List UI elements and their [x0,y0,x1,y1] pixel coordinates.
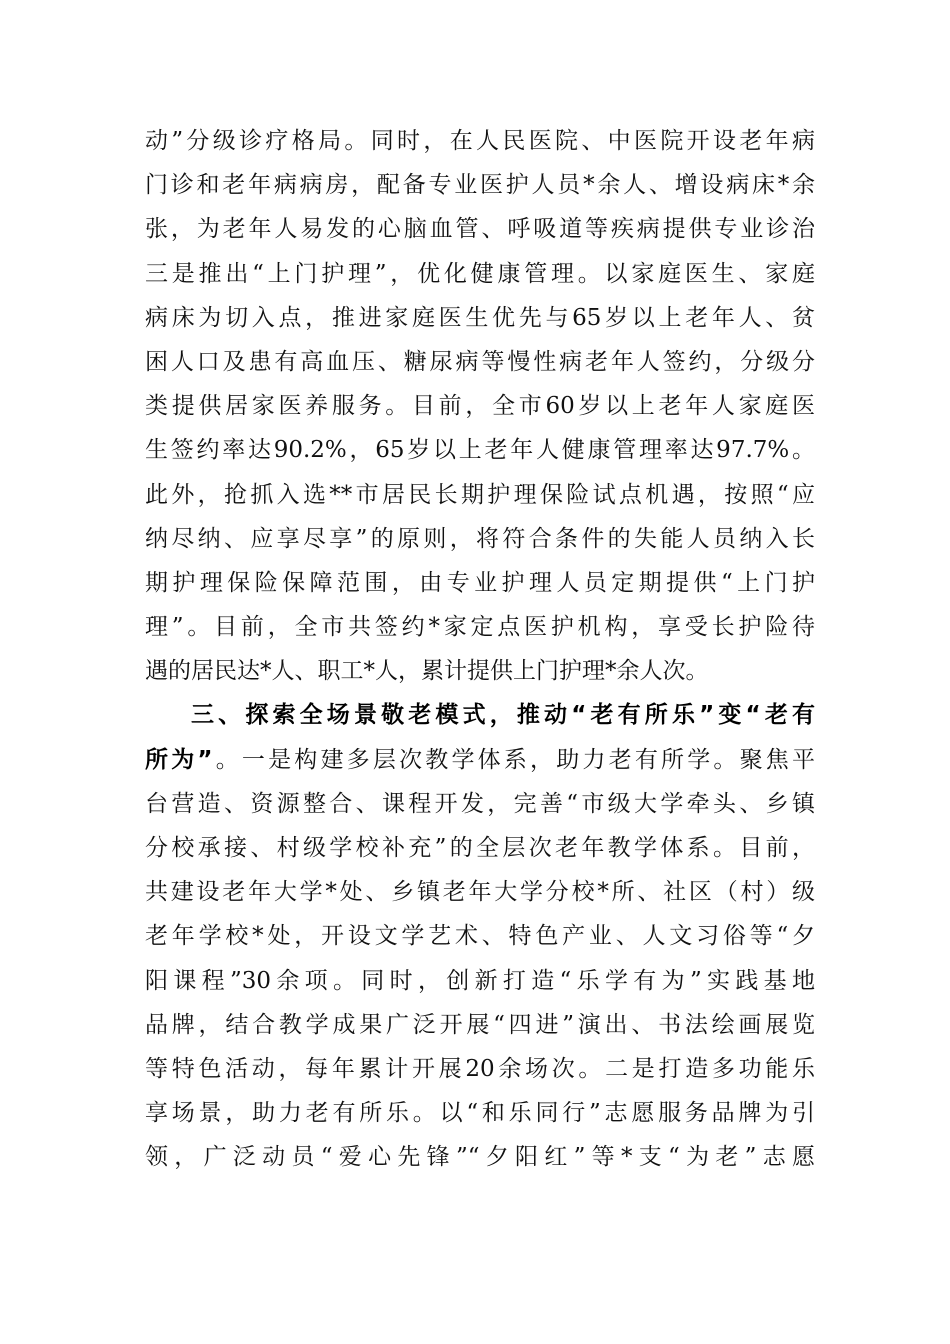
paragraph-line: 困人口及患有高血压、糖尿病等慢性病老年人签约，分级分 [145,348,815,375]
section-heading-continuation [145,738,815,782]
paragraph-line: 期护理保险保障范围，由专业护理人员定期提供“上门护 [145,569,815,596]
paragraph-line: 共建设老年大学*处、乡镇老年大学分校*所、社区（村）级 [145,879,815,906]
section-heading: 三、探索全场景敬老模式，推动“老有所乐”变“老有 [191,702,815,729]
paragraph-line: 阳课程”30余项。同时，创新打造“乐学有为”实践基地 [145,967,815,994]
paragraph-line: 享场景，助力老有所乐。以“和乐同行”志愿服务品牌为引 [145,1100,815,1127]
paragraph-line: 台营造、资源整合、课程开发，完善“市级大学牵头、乡镇 [145,790,815,817]
paragraph-line: 领，广泛动员“爱心先锋”“夕阳红”等*支“为老”志愿 [145,1144,815,1171]
document-body [145,119,815,1180]
paragraph-line: 类提供居家医养服务。目前，全市60岁以上老年人家庭医 [145,393,815,420]
paragraph-line: 病床为切入点，推进家庭医生优先与65岁以上老年人、贫 [145,304,815,331]
paragraph-line: 分校承接、村级学校补充”的全层次老年教学体系。目前， [145,835,815,861]
paragraph-line: 此外，抢抓入选**市居民长期护理保险试点机遇，按照“应 [145,481,815,508]
paragraph-line: 理”。目前，全市共签约*家定点医护机构，享受长护险待 [145,614,815,641]
paragraph-line: 生签约率达90.2%，65岁以上老年人健康管理率达97.7%。 [145,437,815,464]
paragraph-line: 动”分级诊疗格局。同时，在人民医院、中医院开设老年病 [145,128,815,154]
paragraph-line: 门诊和老年病病房，配备专业医护人员*余人、增设病床*余 [145,172,815,199]
paragraph-line: 品牌，结合教学成果广泛开展“四进”演出、书法绘画展览 [145,1011,815,1038]
section-heading-tail: 所为” [145,746,213,773]
paragraph-line: 三是推出“上门护理”，优化健康管理。以家庭医生、家庭 [145,260,815,287]
paragraph-text: 。一是构建多层次教学体系，助力老有所学。聚焦平 [212,746,816,773]
paragraph-line: 张，为老年人易发的心脑血管、呼吸道等疾病提供专业诊治 [145,216,815,243]
paragraph-line: 遇的居民达*人、职工*人，累计提供上门护理*余人次。 [145,658,709,685]
paragraph-line: 老年学校*处，开设文学艺术、特色产业、人文习俗等“夕 [145,923,815,950]
paragraph-line: 纳尽纳、应享尽享”的原则，将符合条件的失能人员纳入长 [145,525,815,552]
paragraph-line: 等特色活动，每年累计开展20余场次。二是打造多功能乐 [145,1055,815,1082]
